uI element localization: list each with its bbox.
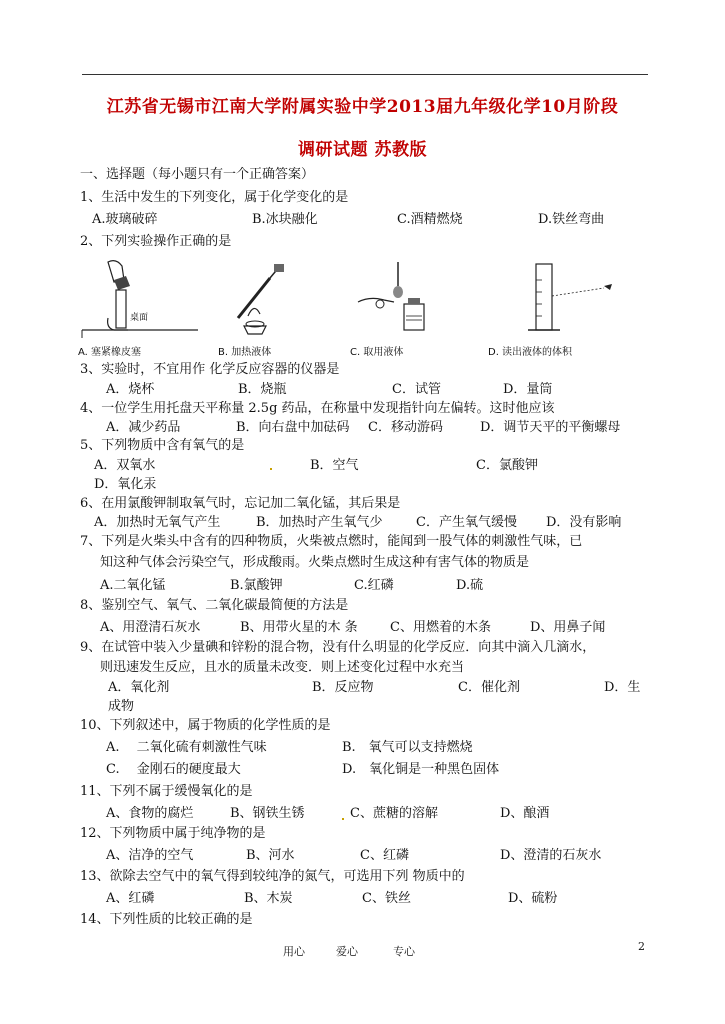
footer-text-1: 用心 <box>283 945 305 958</box>
q7-option-c: C.红磷 <box>354 578 394 593</box>
q2-stem: 2、下列实验操作正确的是 <box>80 234 232 249</box>
document-title-line1: 江苏省无锡市江南大学附属实验中学2013届九年级化学10月阶段 <box>106 97 619 117</box>
q11-option-a: A、食物的腐烂 <box>106 806 194 821</box>
q7-stem: 7、下列是火柴头中含有的四种物质，火柴被点燃时，能闻到一股气体的刺激性气味，已 <box>80 534 583 549</box>
q13-option-d: D、硫粉 <box>508 891 558 906</box>
figure-c <box>350 258 478 358</box>
q4-option-d: D．调节天平的平衡螺母 <box>480 420 621 435</box>
header-rule <box>82 74 648 75</box>
figure-d <box>488 258 644 358</box>
page-number: 2 <box>638 940 645 953</box>
q1-option-a: A.玻璃破碎 <box>92 212 158 227</box>
q3-option-b: B．烧瓶 <box>238 382 287 397</box>
q11-option-c: C、蔗糖的溶解 <box>350 806 438 821</box>
q8-option-a: A、用澄清石灰水 <box>100 620 201 635</box>
footer-text-3: 专心 <box>393 945 415 958</box>
q14-stem: 14、下列性质的比较正确的是 <box>80 912 253 927</box>
q12-option-a: A、洁净的空气 <box>106 848 194 863</box>
q9-stem: 9、在试管中装入少量碘和锌粉的混合物，没有什么明显的化学反应．向其中滴入几滴水， <box>80 640 596 655</box>
q10-option-d: D. 氧化铜是一种黑色固体 <box>342 762 500 777</box>
figure-d-caption: D. 读出液体的体积 <box>488 347 573 358</box>
q9-option-d: D．生 <box>604 680 641 695</box>
q1-option-d: D.铁丝弯曲 <box>538 212 605 227</box>
q6-option-b: B．加热时产生氧气少 <box>256 515 383 530</box>
q12-option-b: B、河水 <box>246 848 295 863</box>
q12-stem: 12、下列物质中属于纯净物的是 <box>80 826 266 841</box>
section-heading: 一、选择题（每小题只有一个正确答案） <box>80 167 315 182</box>
q1-option-b: B.冰块融化 <box>252 212 318 227</box>
q6-option-c: C．产生氧气缓慢 <box>416 515 517 530</box>
heating-liquid-illustration <box>218 258 346 344</box>
q9-option-b: B．反应物 <box>312 680 374 695</box>
q9-option-c: C．催化剂 <box>458 680 520 695</box>
figure-a <box>78 258 206 358</box>
q4-option-a: A．减少药品 <box>106 420 181 435</box>
q6-option-d: D．没有影响 <box>546 515 622 530</box>
q9-stem-cont: 则迅速发生反应，且水的质量未改变．则上述变化过程中水充当 <box>100 660 465 675</box>
q8-option-c: C、用燃着的木条 <box>390 620 491 635</box>
q9-option-d-wrap: 成物 <box>108 699 135 714</box>
q7-option-a: A.二氧化锰 <box>100 578 166 593</box>
q12-option-d: D、澄清的石灰水 <box>500 848 602 863</box>
q3-option-d: D．量筒 <box>503 382 553 397</box>
q8-option-b: B、用带火星的木 条 <box>240 620 358 635</box>
q1-stem: 1、生活中发生的下列变化，属于化学变化的是 <box>80 190 349 205</box>
q12-option-c: C、红磷 <box>360 848 409 863</box>
figure-b <box>218 258 346 358</box>
q8-stem: 8、鉴别空气、氧气、二氧化碳最简便的方法是 <box>80 598 349 613</box>
figure-b-caption: B. 加热液体 <box>218 347 272 358</box>
q6-option-a: A．加热时无氧气产生 <box>94 515 221 530</box>
q3-option-a: A．烧杯 <box>106 382 155 397</box>
q4-option-b: B．向右盘中加砝码 <box>236 420 350 435</box>
q5-option-b: B．空气 <box>310 458 359 473</box>
q13-option-a: A、红磷 <box>106 891 155 906</box>
q1-option-c: C.酒精燃烧 <box>397 212 463 227</box>
q10-stem: 10、下列叙述中，属于物质的化学性质的是 <box>80 718 331 733</box>
q9-option-a: A．氧化剂 <box>108 680 170 695</box>
q8-option-d: D、用鼻子闻 <box>530 620 606 635</box>
q7-option-d: D.硫 <box>456 578 484 593</box>
q10-option-b: B. 氧气可以支持燃烧 <box>342 740 473 755</box>
q11-option-d: D、酿酒 <box>500 806 550 821</box>
q3-option-c: C．试管 <box>392 382 441 397</box>
dropper-illustration <box>350 258 478 344</box>
table-surface-label: 桌面 <box>130 313 149 323</box>
q7-stem-cont: 知这种气体会污染空气，形成酸雨。火柴点燃时生成这种有害气体的物质是 <box>100 555 530 570</box>
insert-stopper-illustration <box>78 258 206 344</box>
q10-option-a: A. 二氧化硫有刺激性气味 <box>106 740 267 755</box>
figure-a-caption: A. 塞紧橡皮塞 <box>78 347 142 358</box>
q11-stem: 11、下列不属于缓慢氧化的是 <box>80 784 253 799</box>
document-title-line2: 调研试题 苏教版 <box>298 140 427 160</box>
q10-option-c: C. 金刚石的硬度最大 <box>106 762 241 777</box>
q11-option-b: B、钢铁生锈 <box>230 806 305 821</box>
q5-option-a: A．双氧水 <box>94 458 156 473</box>
q13-stem: 13、欲除去空气中的氧气得到较纯净的氮气，可选用下列 物质中的 <box>80 869 465 884</box>
q5-option-d: D．氧化汞 <box>94 477 157 492</box>
q13-option-c: C、铁丝 <box>362 891 411 906</box>
q5-stem: 5、下列物质中含有氧气的是 <box>80 438 245 453</box>
q13-option-b: B、木炭 <box>244 891 293 906</box>
q7-option-b: B.氯酸钾 <box>230 578 283 593</box>
q5-option-c: C．氯酸钾 <box>476 458 538 473</box>
q2-figures <box>78 258 644 358</box>
stray-dot <box>270 468 272 470</box>
q4-stem: 4、一位学生用托盘天平称量 2.5g 药品，在称量中发现指针向左偏转。这时他应该 <box>80 401 555 416</box>
graduated-cylinder-illustration <box>488 258 644 344</box>
q4-option-c: C．移动游码 <box>368 420 443 435</box>
q6-stem: 6、在用氯酸钾制取氧气时，忘记加二氧化锰，其后果是 <box>80 496 401 511</box>
q3-stem: 3、实验时，不宜用作 化学反应容器的仪器是 <box>80 362 340 377</box>
stray-dot <box>342 818 344 820</box>
footer-text-2: 爱心 <box>336 945 358 958</box>
figure-c-caption: C. 取用液体 <box>350 347 404 358</box>
